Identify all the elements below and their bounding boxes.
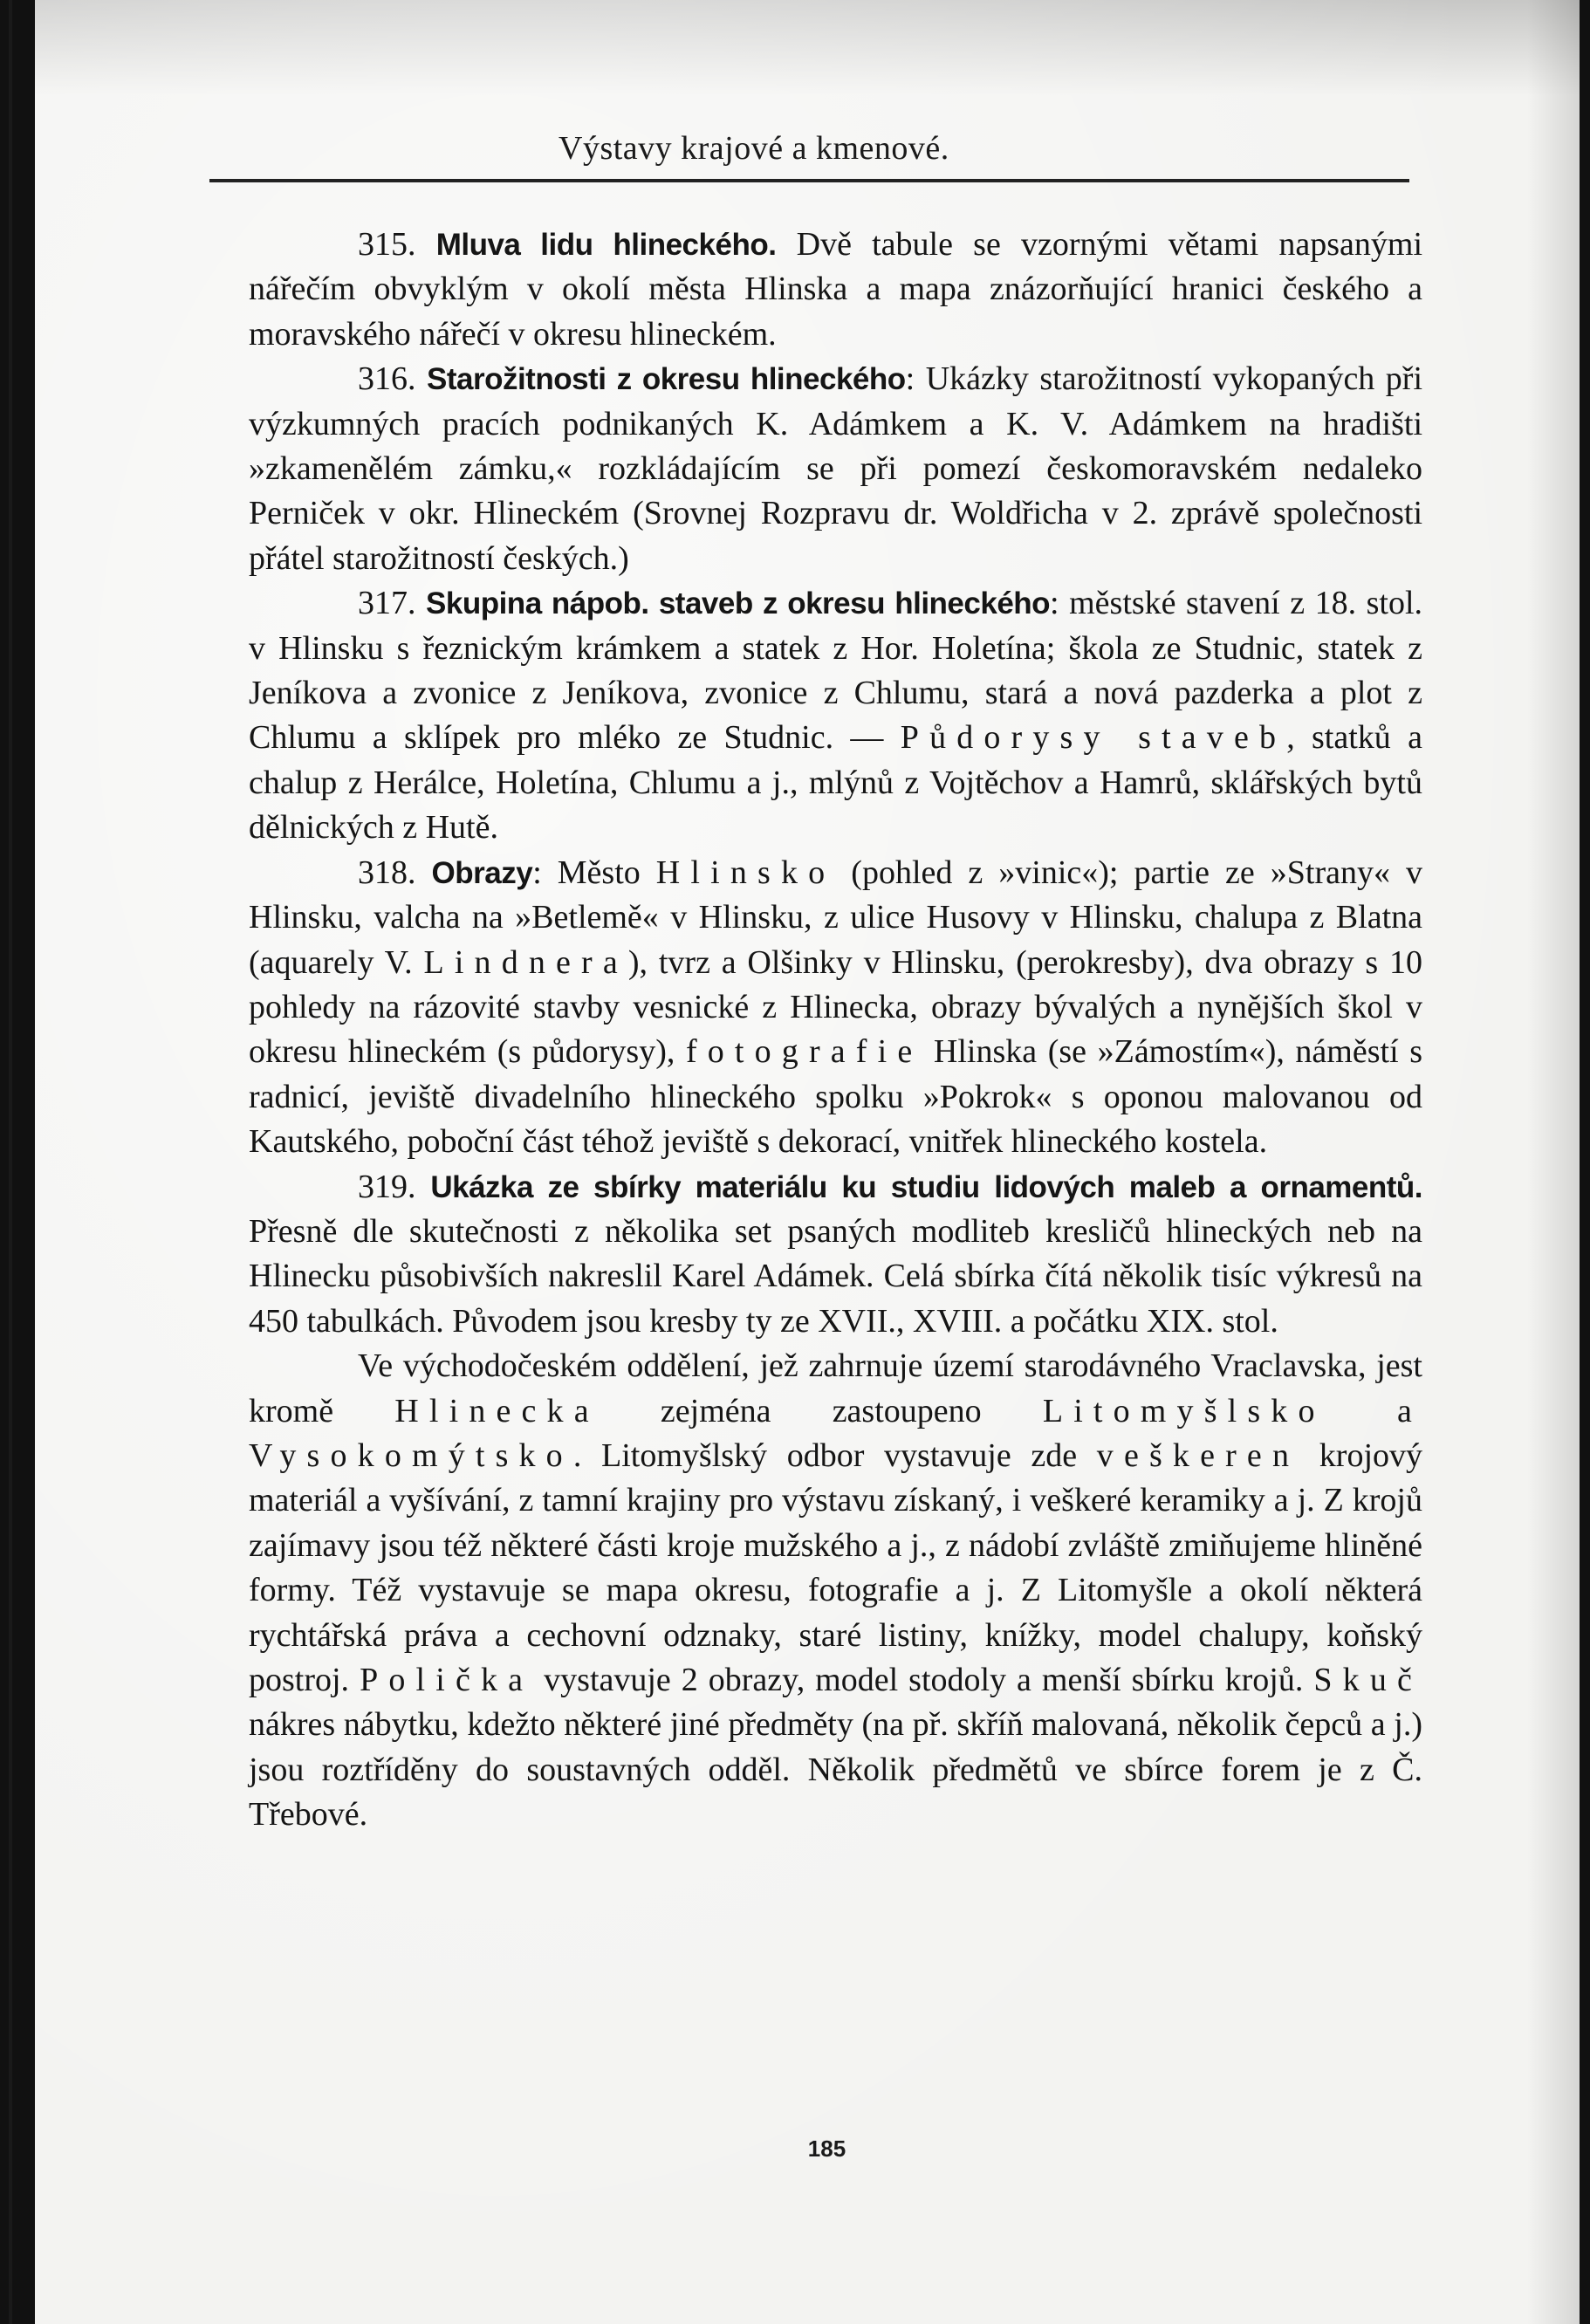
entry-title: Skupina nápob. staveb z okresu hlineckého [426,586,1051,621]
header-rule [209,179,1409,182]
paragraph-text: vystavuje 2 obrazy, model stodoly a menší sbírku krojů. [533,1662,1314,1698]
entry-number: 315. [358,226,416,263]
entry-number: 318. [358,854,416,891]
entry-319 [249,1165,1422,1345]
entry-title: Obrazy [431,855,533,890]
spaced-emphasis: Hlinsko [655,854,836,891]
binding-edge [9,0,12,2324]
book-page [35,0,1580,2324]
entry-number: 316. [358,360,416,398]
spaced-emphasis: Litomyšlsko a Vysokomýtsko [249,1392,1423,1474]
spaced-emphasis: Lindnera [423,943,628,981]
entry-318 [249,851,1422,1165]
entry-title: Ukázka ze sbírky materiálu ku studiu lidových maleb a ornamentů. [430,1169,1423,1204]
spaced-emphasis: fotografie [685,1033,923,1071]
entry-text: : městské stavení z 18. stol. v Hlinsku s řeznickým krámkem a statek z Hor. Holetína; škola ze Studnic, statek z Jeníkova a zvonice z Jeníkova, zvonice z Chlumu, stará a nová pazderka a plot z Chlumu a sklípek pro mléko ze Studnic. — [249,585,1422,757]
entry-text: Hlinska (se »Zámostím«), náměstí s radnicí, jeviště divadelního hlineckého spolku »Pokrok« s oponou malovanou od Kautského, poboční část téhož jeviště s dekorací, vnitřek hlineckého kostela. [249,1033,1422,1161]
entry-text: : Ukázky starožitností vykopaných při výzkumných pracích podnikaných K. Adámkem a K. V. Adámkem na hradišti »zkamenělém zámku,« rozkládajícím se při pomezí českomoravském nedaleko Perniček v okr. Hlineckém (Srovnej Rozpravu dr. Woldřicha v 2. zprávě společnosti přátel starožitností českých.) [249,360,1422,577]
entry-315 [249,223,1422,357]
entry-text: ), tvrz a Olšinky v Hlinsku, (perokresby), dva obrazy s 10 pohledy na rázovité stavby vesnické z Hlinecka, obrazy bývalých a nynějších škol v okresu hlineckém (s půdorysy), [249,943,1422,1071]
page-body [249,223,1422,1838]
paragraph-text: krojový materiál a vyšívání, z tamní krajiny pro výstavu získaný, i veškeré keramiky a j. Z krojů zajímavy jsou též některé části kroje mužského a j., z nádobí zvláště zmiňujeme hliněné formy. Též vystavuje se mapa okresu, fotografie a j. Z Litomyšle a okolí některá rychtářská práva a cechovní odznaky, staré listiny, knížky, model chalupy, koňský postroj. [249,1436,1422,1698]
entry-number: 319. [358,1168,416,1205]
entry-317 [249,581,1422,850]
paragraph-text: . Litomyšlský odbor vystavuje zde [572,1436,1097,1474]
running-head: Výstavy krajové a kmenové. [559,130,949,167]
spaced-emphasis: veškeren [1096,1436,1300,1474]
paragraph-text: zejména zastoupeno [599,1392,1043,1429]
entry-title: Mluva lidu hlineckého. [435,228,777,262]
spaced-emphasis: Půdorysy staveb [900,719,1287,757]
spaced-emphasis: Skuč [1313,1662,1423,1698]
paragraph-text: nákres nábytku, kdežto některé jiné předměty (na př. skříň malovaná, několik čepců a j.) jsou roztříděny do soustavných odděl. Několik předmětů ve sbírce forem je z Č. Třebové. [249,1706,1422,1834]
entry-text: , statků a chalup z Herálce, Holetína, Chlumu a j., mlýnů z Vojtěchov a Hamrů, sklářských bytů dělnických z Hutě. [249,719,1422,847]
entry-316 [249,357,1422,581]
entry-text: : Město [532,854,656,891]
page-number: 185 [807,2135,846,2162]
entry-text: Dvě tabule se vzornými větami napsanými nářečím obvyklým v okolí města Hlinska a mapa znázorňující hranici českého a moravského nářečí v okresu hlineckém. [249,226,1423,353]
entry-number: 317. [358,585,416,622]
spaced-emphasis: Polička [360,1662,534,1698]
entry-title: Starožitnosti z okresu hlineckého [426,362,906,397]
paragraph-text: Ve východočeském oddělení, jež zahrnuje území starodávného Vraclavska, jest kromě [249,1347,1422,1429]
closing-paragraph [249,1344,1422,1837]
spaced-emphasis: Hlinecka [394,1392,600,1429]
entry-text: (pohled z »vinic«); partie ze »Strany« v Hlinsku, valcha na »Betlemě« v Hlinsku, z ulice Husovy v Hlinsku, chalupa z Blatna (aquarely V. [249,854,1423,981]
entry-text: Přesně dle skutečnosti z několika set psaných modliteb kresličů hlineckých neb na Hlinecku působivších nakreslil Karel Adámek. Celá sbírka čítá několik tisíc výkresů na 450 tabulkách. Původem jsou kresby ty ze XVII., XVIII. a počátku XIX. stol. [249,1212,1422,1340]
